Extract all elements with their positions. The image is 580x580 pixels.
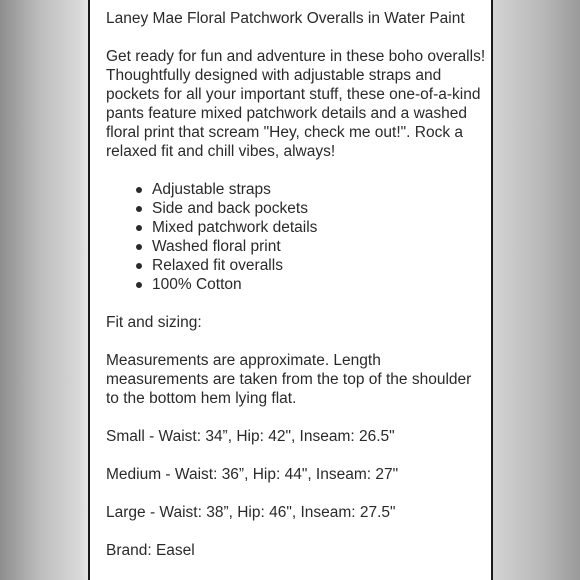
feature-label: Adjustable straps (152, 181, 271, 198)
size-small: Small - Waist: 34”, Hip: 42", Inseam: 26.5" (106, 428, 395, 445)
feature-label: Relaxed fit overalls (152, 257, 283, 274)
background-right (493, 0, 580, 580)
list-item (152, 275, 486, 294)
list-item (152, 256, 486, 275)
feature-list (106, 180, 486, 294)
feature-label: Side and back pockets (152, 200, 308, 217)
description-panel (88, 0, 493, 580)
list-item (152, 218, 486, 237)
bullet-icon (136, 244, 142, 250)
bullet-icon (136, 225, 142, 231)
measurement-note: Measurements are approximate. Length measurements are taken from the top of the shoulder to the bottom hem lying flat. (106, 352, 472, 407)
listing-description: Get ready for fun and adventure in these boho overalls! Thoughtfully designed with adjustable straps and pockets for all your important stuff, these one-of-a-kind pants feature mixed patchwork details and a washed floral print that scream "Hey, check me out!". Rock a relaxed fit and chill vibes, always! (106, 48, 486, 160)
bullet-icon (136, 282, 142, 288)
list-item (152, 237, 486, 256)
description-content (106, 9, 486, 579)
size-large: Large - Waist: 38”, Hip: 46", Inseam: 27.5" (106, 504, 396, 521)
feature-label: Mixed patchwork details (152, 219, 318, 236)
bullet-icon (136, 187, 142, 193)
bullet-icon (136, 263, 142, 269)
size-medium: Medium - Waist: 36”, Hip: 44", Inseam: 27" (106, 466, 399, 483)
brand-line: Brand: Easel (106, 542, 195, 559)
listing-title: Laney Mae Floral Patchwork Overalls in Water Paint (106, 10, 465, 27)
list-item (152, 180, 486, 199)
bullet-icon (136, 206, 142, 212)
fit-heading: Fit and sizing: (106, 314, 202, 331)
feature-label: Washed floral print (152, 238, 281, 255)
list-item (152, 199, 486, 218)
feature-label: 100% Cotton (152, 276, 242, 293)
